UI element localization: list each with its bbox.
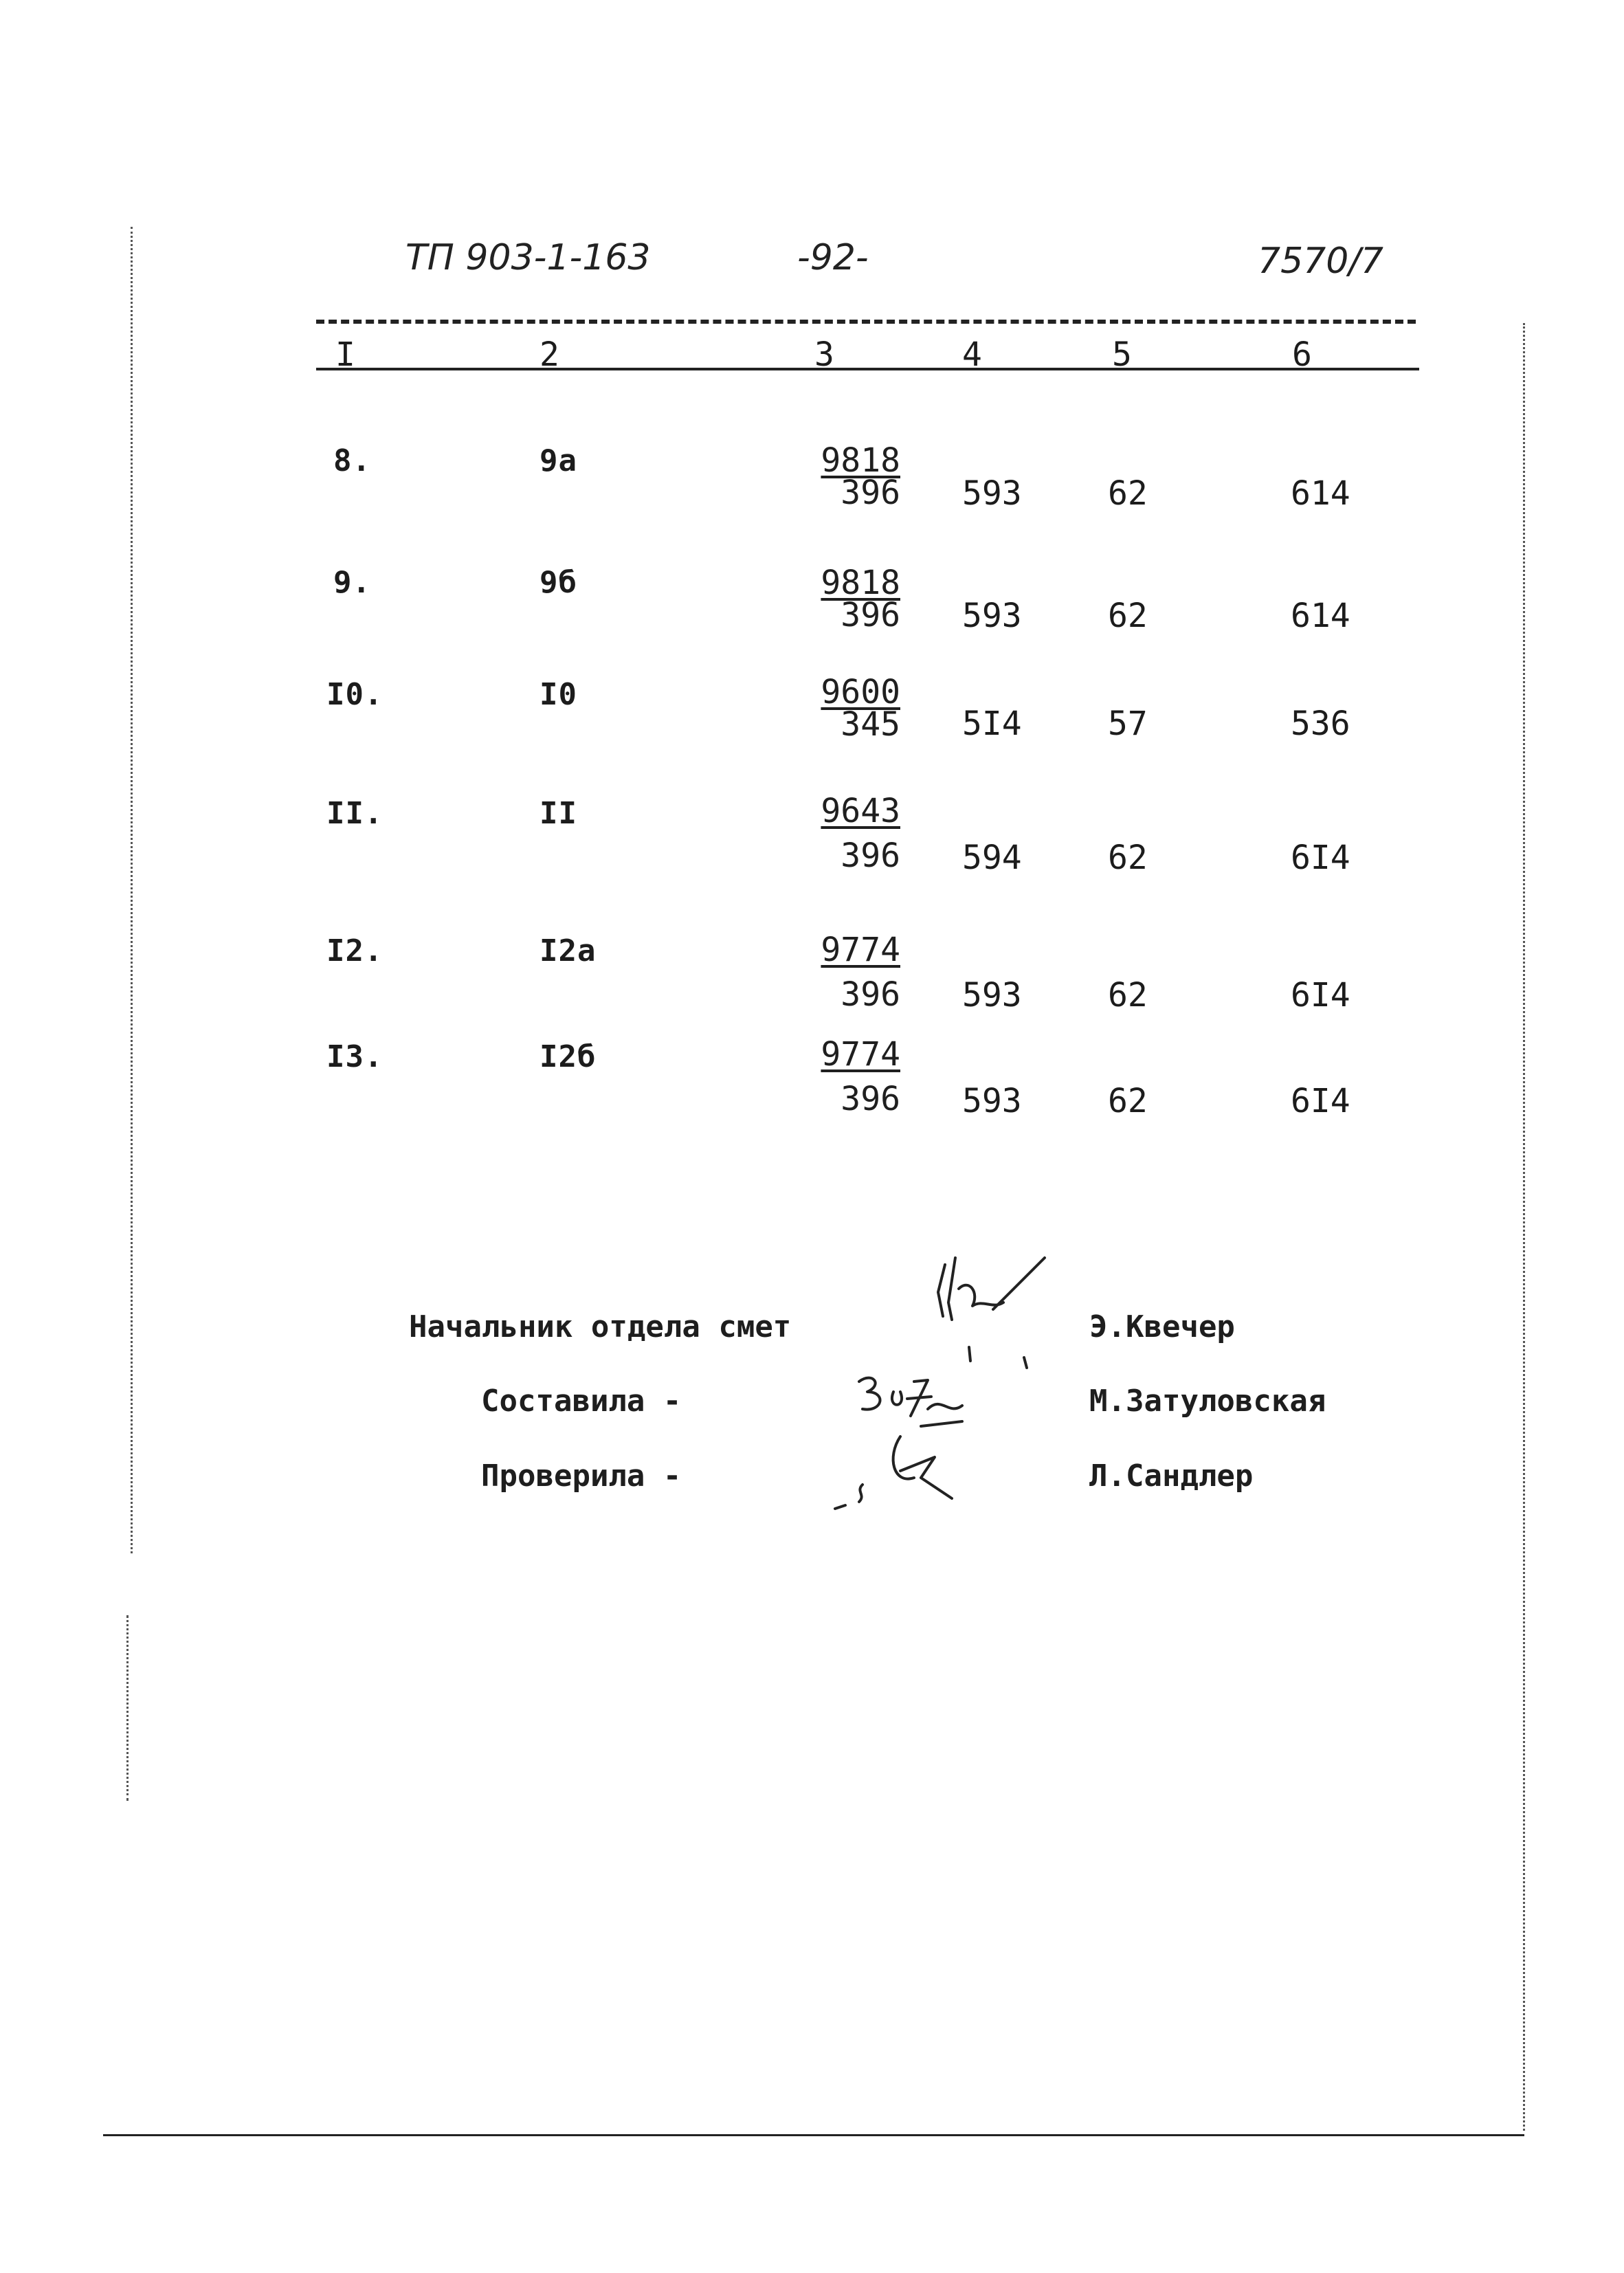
signature-role: Начальник отдела смет xyxy=(409,1309,792,1344)
binding-margin-line xyxy=(131,227,133,1553)
cell-col5: 62 xyxy=(1108,1082,1148,1120)
cell-col6: 6I4 xyxy=(1291,1082,1350,1120)
row-ref: II xyxy=(540,796,577,831)
cell-col6: 614 xyxy=(1291,597,1350,635)
fraction-cell xyxy=(777,564,900,634)
cell-col5: 62 xyxy=(1108,474,1148,513)
fraction-numerator: 9600 xyxy=(821,673,900,711)
fraction-numerator: 9818 xyxy=(821,441,900,480)
column-header-5: 5 xyxy=(1112,335,1132,374)
row-number: II. xyxy=(326,796,383,831)
fraction-numerator: 9818 xyxy=(821,564,900,602)
column-header-2: 2 xyxy=(540,335,559,374)
signature-name: М.Затуловская xyxy=(1089,1384,1326,1419)
cell-col6: 536 xyxy=(1291,705,1350,743)
row-number: 9. xyxy=(333,565,371,600)
fraction-cell xyxy=(777,792,900,875)
fraction-cell xyxy=(777,931,900,1014)
fraction-cell xyxy=(777,441,900,512)
cell-col6: 6I4 xyxy=(1291,976,1350,1014)
fraction-cell xyxy=(777,1035,900,1118)
row-number: 8. xyxy=(333,443,371,478)
fraction-denominator: 396 xyxy=(841,836,900,875)
fraction-numerator: 9774 xyxy=(821,1035,900,1074)
row-ref: I2а xyxy=(540,933,597,968)
signature-role: Составила - xyxy=(481,1384,682,1419)
row-ref: 9а xyxy=(540,443,577,478)
fraction-denominator: 345 xyxy=(841,705,900,744)
row-number: I2. xyxy=(326,933,383,968)
signature-role: Проверила - xyxy=(481,1459,682,1494)
fraction-denominator: 396 xyxy=(841,474,900,512)
row-ref: 9б xyxy=(540,565,577,600)
cell-col4: 593 xyxy=(962,976,1022,1014)
cell-col4: 5I4 xyxy=(962,705,1022,743)
fraction-denominator: 396 xyxy=(841,1080,900,1118)
cell-col4: 593 xyxy=(962,597,1022,635)
fraction-denominator: 396 xyxy=(841,975,900,1014)
fraction-denominator: 396 xyxy=(841,596,900,634)
signature-name: Л.Сандлер xyxy=(1089,1459,1254,1494)
document-code: ТП 903-1-163 xyxy=(405,237,651,278)
column-header-4: 4 xyxy=(962,335,982,374)
column-header-6: 6 xyxy=(1292,335,1312,374)
header-dashed-separator xyxy=(316,320,1416,324)
binding-margin-line-lower xyxy=(126,1615,129,1801)
column-header-3: 3 xyxy=(814,335,834,374)
cell-col4: 593 xyxy=(962,1082,1022,1120)
cell-col6: 614 xyxy=(1291,474,1350,513)
fraction-numerator: 9643 xyxy=(821,792,900,830)
row-number: I3. xyxy=(326,1039,383,1074)
column-header-1: I xyxy=(335,335,355,374)
column-header-rule xyxy=(316,368,1419,370)
page-bottom-rule xyxy=(103,2134,1524,2136)
cell-col4: 593 xyxy=(962,474,1022,513)
cell-col5: 62 xyxy=(1108,976,1148,1014)
cell-col5: 62 xyxy=(1108,597,1148,635)
cell-col6: 6I4 xyxy=(1291,839,1350,877)
cell-col5: 57 xyxy=(1108,705,1148,743)
row-ref: I0 xyxy=(540,677,577,712)
handwritten-signatures-image xyxy=(825,1251,1113,1526)
fraction-numerator: 9774 xyxy=(821,931,900,969)
right-margin-line xyxy=(1523,323,1525,2131)
row-number: I0. xyxy=(326,677,383,712)
signature-name: Э.Квечер xyxy=(1089,1309,1235,1344)
row-ref: I2б xyxy=(540,1039,597,1074)
sheet-id: 7570/7 xyxy=(1258,241,1383,282)
cell-col5: 62 xyxy=(1108,839,1148,877)
fraction-cell xyxy=(777,673,900,744)
page-number: -92- xyxy=(797,237,869,278)
cell-col4: 594 xyxy=(962,839,1022,877)
